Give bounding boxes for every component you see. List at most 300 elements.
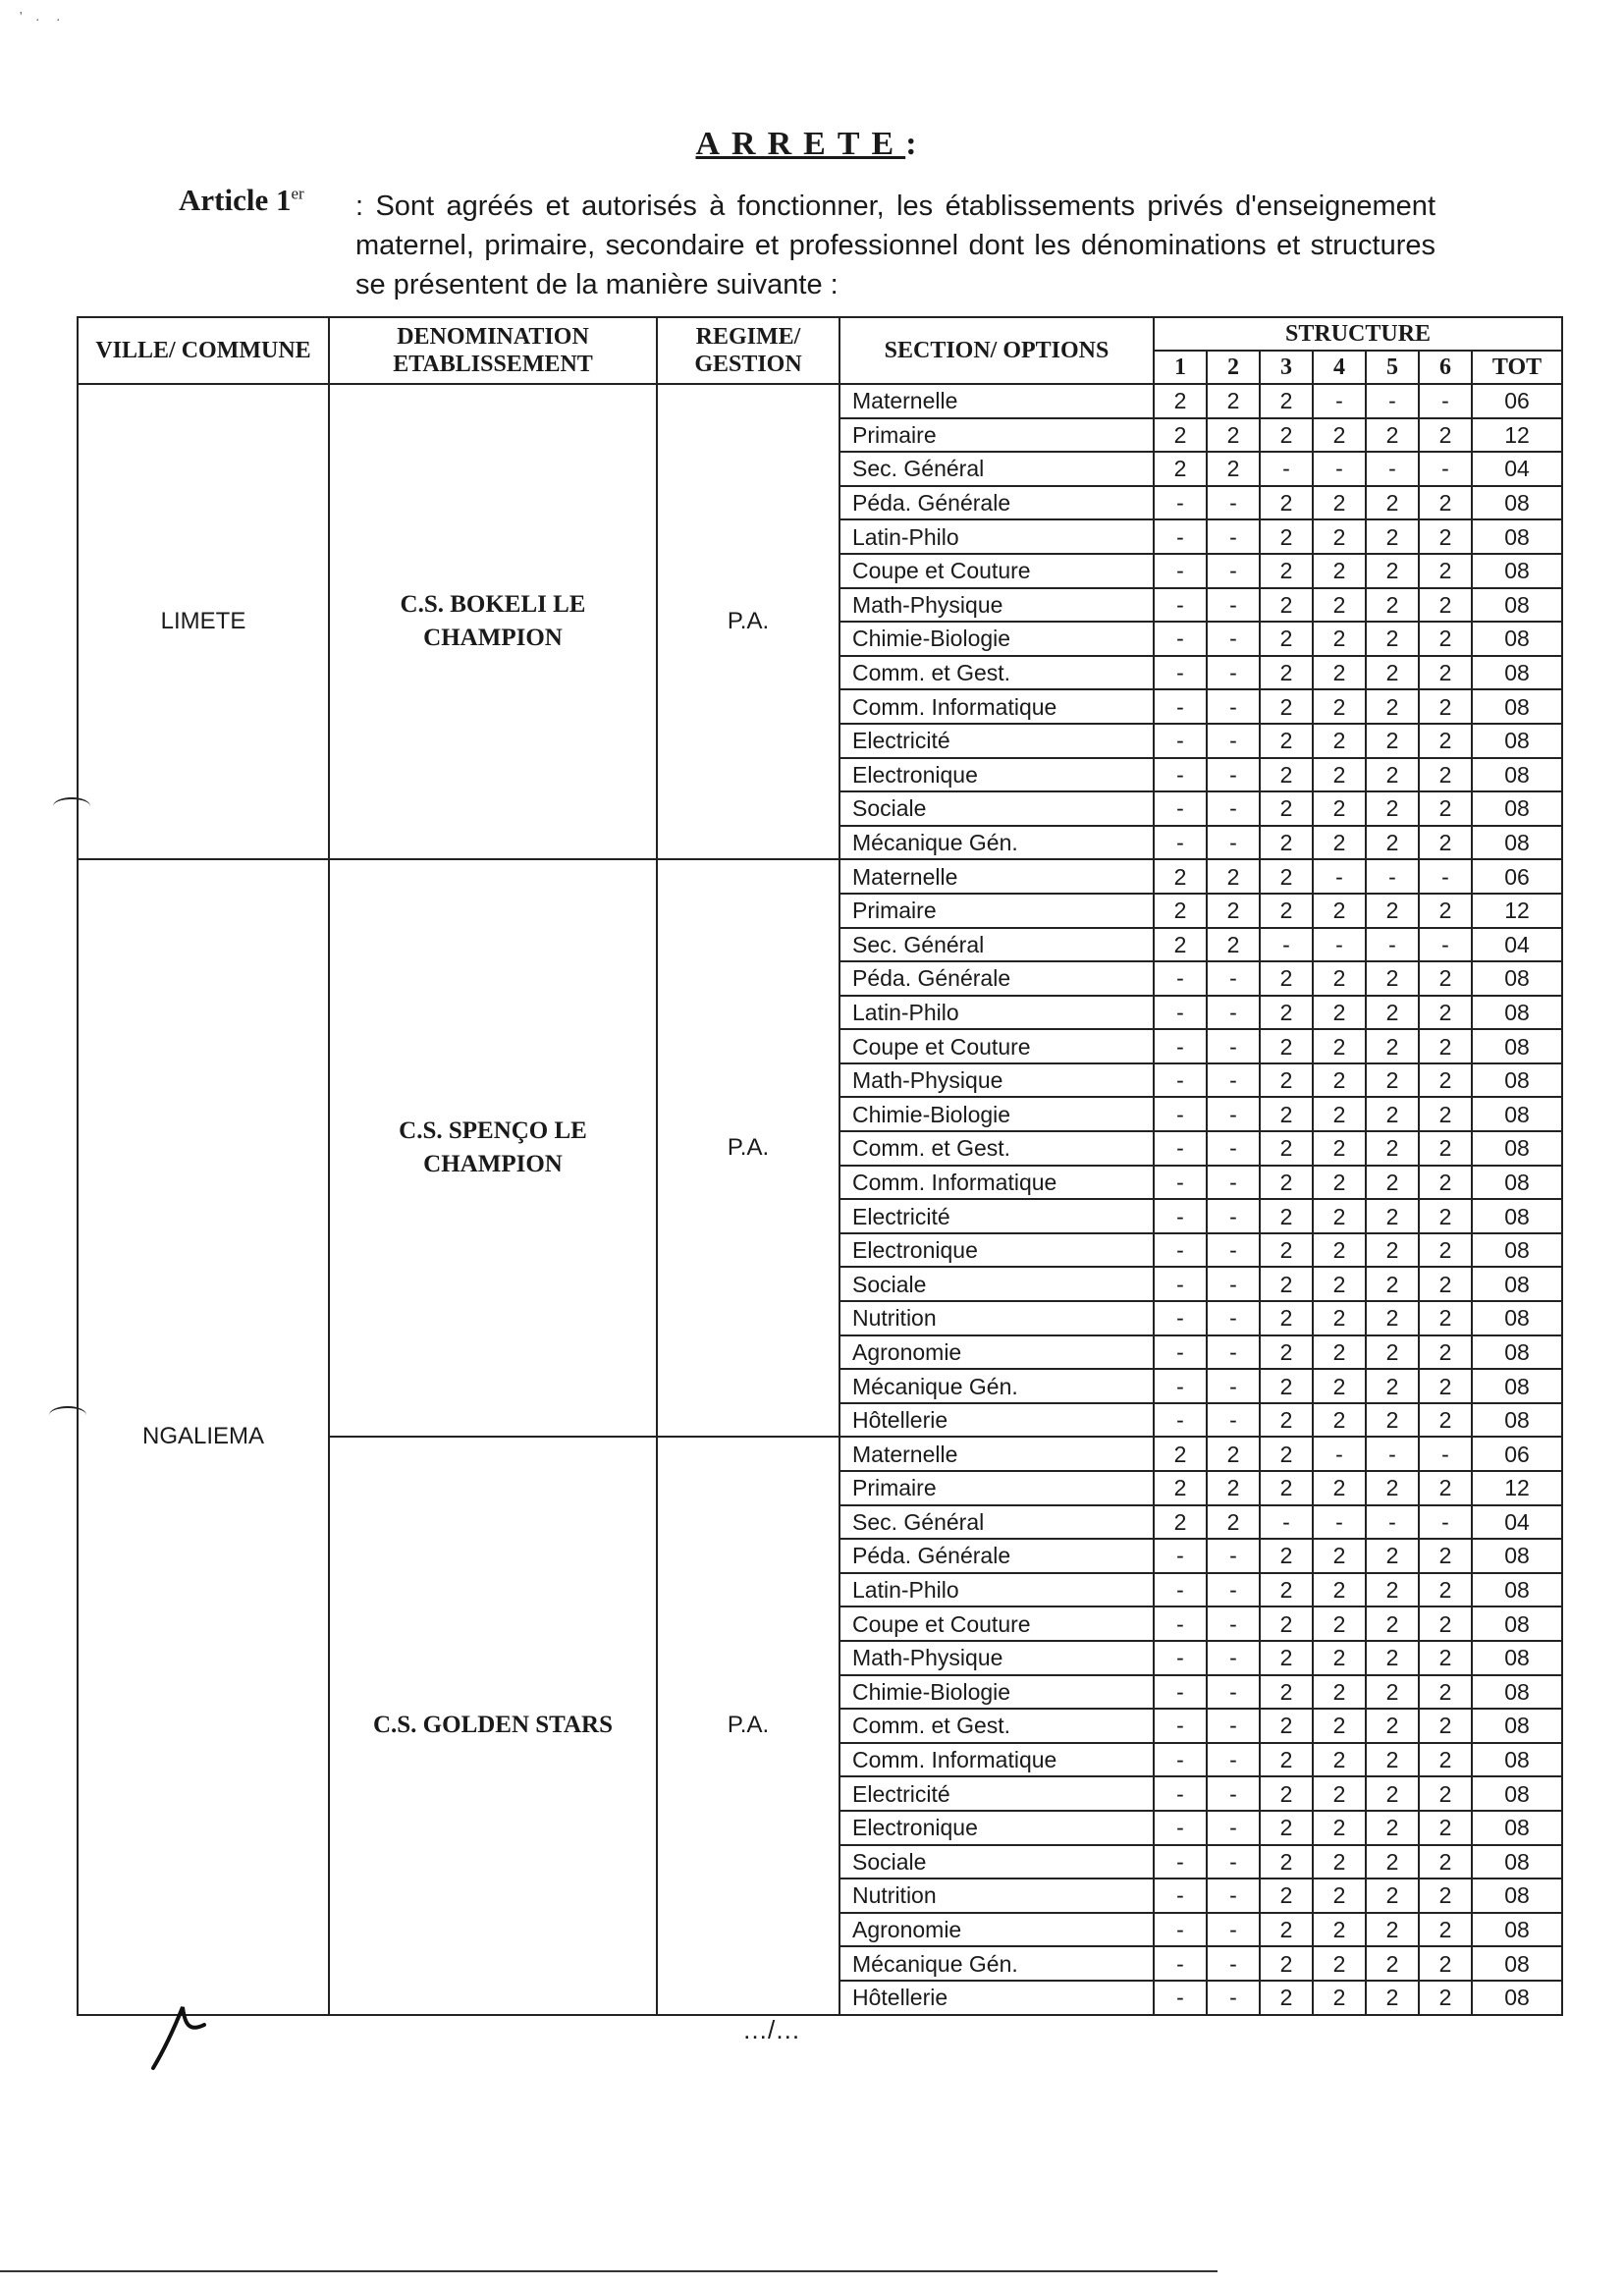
structure-value: -	[1154, 1131, 1207, 1166]
structure-value: -	[1154, 758, 1207, 792]
article-text: : Sont agréés et autorisés à fonctionner, les établissements privés d'enseignement maternel, primaire, secondaire et professionnel dont les dénominations et structures se présentent de la manière suivante :	[355, 191, 1435, 300]
structure-value: 2	[1260, 1743, 1313, 1777]
structure-value: 2	[1260, 1811, 1313, 1845]
structure-value: -	[1260, 928, 1313, 962]
header-col-6: 6	[1419, 351, 1472, 384]
structure-total: 08	[1472, 1776, 1562, 1811]
structure-value: -	[1260, 452, 1313, 486]
structure-value: 2	[1366, 1641, 1419, 1675]
section-option: Péda. Générale	[839, 961, 1154, 996]
structure-value: -	[1154, 1946, 1207, 1981]
structure-value: 2	[1419, 1811, 1472, 1845]
structure-value: 2	[1154, 384, 1207, 418]
structure-value: -	[1154, 1199, 1207, 1233]
structure-total: 08	[1472, 1029, 1562, 1063]
structure-value: 2	[1313, 961, 1366, 996]
section-option: Sec. Général	[839, 928, 1154, 962]
structure-value: 2	[1419, 554, 1472, 588]
section-option: Sec. Général	[839, 1505, 1154, 1540]
structure-value: 2	[1366, 554, 1419, 588]
structure-value: 2	[1419, 519, 1472, 554]
structure-value: -	[1207, 724, 1260, 758]
page-title: ARRETE:	[695, 126, 929, 162]
structure-total: 04	[1472, 928, 1562, 962]
structure-value: 2	[1366, 791, 1419, 826]
structure-value: 2	[1260, 1606, 1313, 1641]
structure-value: 2	[1260, 1539, 1313, 1573]
structure-value: 2	[1419, 1981, 1472, 2015]
section-option: Math-Physique	[839, 1063, 1154, 1098]
school-name: C.S. BOKELI LE CHAMPION	[329, 384, 657, 859]
section-option: Electricité	[839, 1776, 1154, 1811]
structure-value: 2	[1313, 826, 1366, 860]
structure-total: 04	[1472, 1505, 1562, 1540]
structure-value: 2	[1154, 452, 1207, 486]
structure-value: 2	[1419, 1776, 1472, 1811]
structure-value: 2	[1366, 1776, 1419, 1811]
structure-value: 2	[1313, 689, 1366, 724]
structure-value: 2	[1419, 1573, 1472, 1607]
structure-value: -	[1313, 1505, 1366, 1540]
header-denomination: DENOMINATION ETABLISSEMENT	[329, 317, 657, 384]
section-option: Maternelle	[839, 859, 1154, 894]
structure-value: 2	[1419, 622, 1472, 656]
structure-value: 2	[1207, 894, 1260, 928]
structure-value: 2	[1366, 1301, 1419, 1335]
structure-value: -	[1207, 1301, 1260, 1335]
structure-value: -	[1154, 622, 1207, 656]
structure-value: -	[1207, 826, 1260, 860]
header-col-5: 5	[1366, 351, 1419, 384]
structure-value: 2	[1419, 1166, 1472, 1200]
structure-value: 2	[1260, 1946, 1313, 1981]
table-row	[78, 859, 1562, 894]
structure-value: 2	[1366, 1369, 1419, 1403]
structure-value: 2	[1419, 1097, 1472, 1131]
structure-value: -	[1154, 1301, 1207, 1335]
structure-value: 2	[1419, 1029, 1472, 1063]
structure-total: 08	[1472, 1301, 1562, 1335]
structure-value: -	[1207, 1641, 1260, 1675]
section-option: Electronique	[839, 1233, 1154, 1268]
structure-value: -	[1207, 1131, 1260, 1166]
structure-value: 2	[1419, 1641, 1472, 1675]
structure-value: -	[1207, 1845, 1260, 1879]
structure-value: -	[1154, 689, 1207, 724]
structure-value: 2	[1154, 1471, 1207, 1505]
structure-value: 2	[1313, 1641, 1366, 1675]
structure-value: -	[1207, 1573, 1260, 1607]
structure-total: 08	[1472, 519, 1562, 554]
structure-value: 2	[1260, 1369, 1313, 1403]
header-col-3: 3	[1260, 351, 1313, 384]
structure-value: 2	[1207, 1505, 1260, 1540]
structure-value: 2	[1260, 859, 1313, 894]
structure-value: 2	[1260, 1913, 1313, 1947]
structure-value: -	[1154, 656, 1207, 690]
structure-value: 2	[1419, 689, 1472, 724]
structure-value: -	[1313, 1437, 1366, 1471]
structure-value: 2	[1313, 1403, 1366, 1438]
section-option: Primaire	[839, 418, 1154, 453]
structure-value: 2	[1260, 1335, 1313, 1370]
structure-total: 08	[1472, 1166, 1562, 1200]
structure-value: 2	[1154, 1505, 1207, 1540]
header-structure: STRUCTURE	[1154, 317, 1562, 351]
structure-value: -	[1154, 1369, 1207, 1403]
structure-value: 2	[1260, 758, 1313, 792]
structure-total: 06	[1472, 859, 1562, 894]
structure-value: 2	[1313, 894, 1366, 928]
structure-value: -	[1154, 1776, 1207, 1811]
structure-value: 2	[1207, 1437, 1260, 1471]
structure-value: 2	[1260, 1403, 1313, 1438]
structure-value: -	[1207, 1879, 1260, 1913]
section-option: Primaire	[839, 1471, 1154, 1505]
structure-value: 2	[1419, 1845, 1472, 1879]
structure-value: -	[1419, 452, 1472, 486]
structure-value: -	[1154, 1709, 1207, 1743]
structure-total: 08	[1472, 486, 1562, 520]
structure-value: 2	[1419, 1063, 1472, 1098]
article-label: Article 1er	[179, 183, 304, 217]
header-col-2: 2	[1207, 351, 1260, 384]
structure-value: 2	[1313, 1811, 1366, 1845]
structure-value: 2	[1313, 1539, 1366, 1573]
structure-value: 2	[1366, 1335, 1419, 1370]
structure-value: 2	[1366, 1709, 1419, 1743]
structure-total: 08	[1472, 791, 1562, 826]
structure-total: 08	[1472, 1369, 1562, 1403]
structure-total: 08	[1472, 1743, 1562, 1777]
section-option: Electronique	[839, 1811, 1154, 1845]
scan-specks: ' . .	[20, 10, 61, 25]
structure-value: 2	[1260, 622, 1313, 656]
structure-value: 2	[1260, 1233, 1313, 1268]
structure-value: 2	[1313, 622, 1366, 656]
section-option: Math-Physique	[839, 1641, 1154, 1675]
structure-value: 2	[1313, 1471, 1366, 1505]
structure-value: 2	[1313, 996, 1366, 1030]
section-option: Latin-Philo	[839, 1573, 1154, 1607]
structure-total: 08	[1472, 1709, 1562, 1743]
structure-value: 2	[1260, 1709, 1313, 1743]
structure-value: -	[1260, 1505, 1313, 1540]
structure-total: 08	[1472, 1845, 1562, 1879]
structure-total: 08	[1472, 689, 1562, 724]
structure-value: 2	[1313, 1845, 1366, 1879]
header-section: SECTION/ OPTIONS	[839, 317, 1154, 384]
section-option: Primaire	[839, 894, 1154, 928]
structure-value: -	[1366, 452, 1419, 486]
structure-value: 2	[1313, 1199, 1366, 1233]
structure-total: 08	[1472, 961, 1562, 996]
structure-value: 2	[1313, 1029, 1366, 1063]
structure-value: -	[1207, 1776, 1260, 1811]
structure-value: -	[1207, 1029, 1260, 1063]
structure-value: 2	[1260, 1675, 1313, 1710]
structure-value: 2	[1313, 1063, 1366, 1098]
section-option: Coupe et Couture	[839, 1029, 1154, 1063]
header-col-4: 4	[1313, 351, 1366, 384]
structure-value: -	[1207, 1166, 1260, 1200]
structure-value: 2	[1419, 418, 1472, 453]
structure-value: -	[1154, 1879, 1207, 1913]
structure-value: 2	[1207, 418, 1260, 453]
structure-value: 2	[1260, 1301, 1313, 1335]
section-option: Chimie-Biologie	[839, 622, 1154, 656]
structure-value: 2	[1260, 1097, 1313, 1131]
structure-value: -	[1207, 1981, 1260, 2015]
structure-value: -	[1207, 791, 1260, 826]
structure-value: 2	[1419, 791, 1472, 826]
structure-value: -	[1154, 1573, 1207, 1607]
structure-value: 2	[1419, 1743, 1472, 1777]
structure-value: -	[1207, 1946, 1260, 1981]
structure-total: 08	[1472, 1063, 1562, 1098]
table-row	[78, 384, 1562, 418]
structure-value: -	[1154, 554, 1207, 588]
structure-value: -	[1207, 519, 1260, 554]
commune-name: NGALIEMA	[78, 859, 329, 2014]
structure-value: 2	[1154, 894, 1207, 928]
section-option: Maternelle	[839, 384, 1154, 418]
section-option: Comm. Informatique	[839, 689, 1154, 724]
structure-value: 2	[1260, 1573, 1313, 1607]
structure-value: 2	[1260, 724, 1313, 758]
section-option: Comm. Informatique	[839, 1743, 1154, 1777]
structure-value: -	[1207, 1335, 1260, 1370]
section-option: Agronomie	[839, 1913, 1154, 1947]
structure-value: 2	[1313, 1743, 1366, 1777]
structure-value: -	[1366, 928, 1419, 962]
structure-value: 2	[1366, 1913, 1419, 1947]
structure-value: 2	[1419, 724, 1472, 758]
structure-value: -	[1419, 859, 1472, 894]
section-option: Latin-Philo	[839, 519, 1154, 554]
structure-value: -	[1154, 1641, 1207, 1675]
structure-value: 2	[1366, 894, 1419, 928]
structure-total: 06	[1472, 1437, 1562, 1471]
structure-value: 2	[1366, 1029, 1419, 1063]
structure-value: 2	[1366, 1811, 1419, 1845]
structure-value: 2	[1419, 1471, 1472, 1505]
structure-value: 2	[1366, 1267, 1419, 1301]
structure-value: 2	[1366, 418, 1419, 453]
structure-value: 2	[1154, 928, 1207, 962]
section-option: Nutrition	[839, 1301, 1154, 1335]
structure-value: 2	[1366, 1981, 1419, 2015]
section-option: Coupe et Couture	[839, 554, 1154, 588]
section-option: Mécanique Gén.	[839, 1369, 1154, 1403]
structure-value: 2	[1313, 1335, 1366, 1370]
structure-value: -	[1366, 859, 1419, 894]
section-option: Nutrition	[839, 1879, 1154, 1913]
structure-value: -	[1207, 656, 1260, 690]
structure-total: 08	[1472, 554, 1562, 588]
section-option: Mécanique Gén.	[839, 826, 1154, 860]
structure-value: 2	[1154, 859, 1207, 894]
structure-value: -	[1154, 1166, 1207, 1200]
structure-value: 2	[1260, 791, 1313, 826]
structure-value: 2	[1260, 656, 1313, 690]
structure-value: 2	[1207, 452, 1260, 486]
structure-value: 2	[1419, 1913, 1472, 1947]
structure-value: 2	[1260, 1471, 1313, 1505]
structure-total: 12	[1472, 1471, 1562, 1505]
structure-total: 08	[1472, 1131, 1562, 1166]
section-option: Péda. Générale	[839, 1539, 1154, 1573]
school-name: C.S. GOLDEN STARS	[329, 1437, 657, 2014]
structure-value: 2	[1366, 1606, 1419, 1641]
structure-value: 2	[1313, 1709, 1366, 1743]
structure-value: 2	[1207, 1471, 1260, 1505]
structure-value: -	[1207, 1675, 1260, 1710]
structure-value: 2	[1260, 1063, 1313, 1098]
section-option: Maternelle	[839, 1437, 1154, 1471]
structure-value: 2	[1366, 1573, 1419, 1607]
table-header-row	[78, 317, 1562, 351]
structure-value: 2	[1260, 1845, 1313, 1879]
structure-value: -	[1313, 384, 1366, 418]
school-regime: P.A.	[657, 384, 839, 859]
structure-value: 2	[1260, 894, 1313, 928]
structure-total: 08	[1472, 656, 1562, 690]
structure-value: 2	[1313, 758, 1366, 792]
structure-total: 08	[1472, 724, 1562, 758]
structure-total: 08	[1472, 1573, 1562, 1607]
structure-value: 2	[1366, 519, 1419, 554]
structure-value: -	[1154, 724, 1207, 758]
structure-value: 2	[1419, 486, 1472, 520]
structure-value: 2	[1419, 1301, 1472, 1335]
structure-value: 2	[1260, 519, 1313, 554]
structure-value: 2	[1366, 1946, 1419, 1981]
structure-total: 08	[1472, 996, 1562, 1030]
structure-value: 2	[1313, 1131, 1366, 1166]
structure-total: 08	[1472, 1335, 1562, 1370]
structure-value: -	[1207, 996, 1260, 1030]
continuation-mark: …/…	[742, 2015, 801, 2044]
structure-value: 2	[1419, 894, 1472, 928]
structure-value: 2	[1419, 588, 1472, 623]
section-option: Coupe et Couture	[839, 1606, 1154, 1641]
structure-value: 2	[1207, 859, 1260, 894]
structure-value: 2	[1313, 1369, 1366, 1403]
structure-value: 2	[1366, 1675, 1419, 1710]
structure-value: -	[1207, 1913, 1260, 1947]
structure-value: -	[1207, 622, 1260, 656]
structure-value: -	[1154, 519, 1207, 554]
section-option: Mécanique Gén.	[839, 1946, 1154, 1981]
structure-value: 2	[1313, 418, 1366, 453]
structure-value: 2	[1260, 588, 1313, 623]
structure-value: 2	[1419, 826, 1472, 860]
structure-value: 2	[1313, 588, 1366, 623]
structure-total: 08	[1472, 1267, 1562, 1301]
structure-value: 2	[1366, 588, 1419, 623]
structure-total: 08	[1472, 826, 1562, 860]
structure-value: -	[1207, 1606, 1260, 1641]
structure-value: 2	[1366, 1743, 1419, 1777]
structure-value: -	[1154, 1539, 1207, 1573]
structure-value: -	[1154, 1403, 1207, 1438]
structure-value: -	[1207, 1743, 1260, 1777]
structure-value: -	[1207, 486, 1260, 520]
structure-value: 2	[1419, 1369, 1472, 1403]
structure-total: 08	[1472, 1811, 1562, 1845]
structure-value: -	[1154, 826, 1207, 860]
structure-value: 2	[1419, 1539, 1472, 1573]
structure-value: 2	[1366, 996, 1419, 1030]
structure-value: 2	[1313, 1913, 1366, 1947]
structure-value: 2	[1419, 1233, 1472, 1268]
structure-total: 08	[1472, 1675, 1562, 1710]
section-option: Comm. Informatique	[839, 1166, 1154, 1200]
structure-value: 2	[1419, 656, 1472, 690]
structure-value: 2	[1366, 1097, 1419, 1131]
section-option: Math-Physique	[839, 588, 1154, 623]
section-option: Comm. et Gest.	[839, 1131, 1154, 1166]
structure-total: 08	[1472, 588, 1562, 623]
structure-value: -	[1207, 689, 1260, 724]
structure-value: -	[1154, 1335, 1207, 1370]
structure-value: 2	[1313, 486, 1366, 520]
school-regime: P.A.	[657, 1437, 839, 2014]
section-option: Electricité	[839, 724, 1154, 758]
structure-value: 2	[1207, 928, 1260, 962]
structure-value: 2	[1260, 961, 1313, 996]
structure-value: 2	[1260, 1776, 1313, 1811]
structure-value: 2	[1313, 1267, 1366, 1301]
structure-total: 08	[1472, 1879, 1562, 1913]
structure-value: -	[1207, 961, 1260, 996]
structure-value: -	[1154, 1811, 1207, 1845]
structure-value: 2	[1207, 384, 1260, 418]
structure-value: -	[1154, 1097, 1207, 1131]
structure-value: 2	[1260, 996, 1313, 1030]
structure-value: 2	[1313, 656, 1366, 690]
structure-value: -	[1207, 554, 1260, 588]
structure-total: 08	[1472, 1097, 1562, 1131]
paraph-signature	[147, 2003, 216, 2072]
structure-value: 2	[1366, 1233, 1419, 1268]
structure-total: 08	[1472, 1233, 1562, 1268]
structure-value: 2	[1260, 1029, 1313, 1063]
structure-value: 2	[1260, 689, 1313, 724]
section-option: Chimie-Biologie	[839, 1675, 1154, 1710]
structure-total: 04	[1472, 452, 1562, 486]
structure-value: 2	[1260, 1641, 1313, 1675]
margin-mark	[49, 1406, 86, 1424]
structure-total: 08	[1472, 1641, 1562, 1675]
structure-value: 2	[1313, 791, 1366, 826]
structure-value: -	[1154, 996, 1207, 1030]
structure-value: -	[1154, 1913, 1207, 1947]
structure-value: 2	[1366, 486, 1419, 520]
structure-value: -	[1419, 928, 1472, 962]
structure-value: -	[1207, 1539, 1260, 1573]
structure-value: -	[1313, 859, 1366, 894]
header-col-tot: TOT	[1472, 351, 1562, 384]
structure-value: 2	[1366, 622, 1419, 656]
structure-value: -	[1419, 1505, 1472, 1540]
structure-value: -	[1419, 384, 1472, 418]
structure-value: 2	[1260, 554, 1313, 588]
structure-value: -	[1207, 1369, 1260, 1403]
structure-value: 2	[1419, 1946, 1472, 1981]
structure-value: 2	[1260, 486, 1313, 520]
